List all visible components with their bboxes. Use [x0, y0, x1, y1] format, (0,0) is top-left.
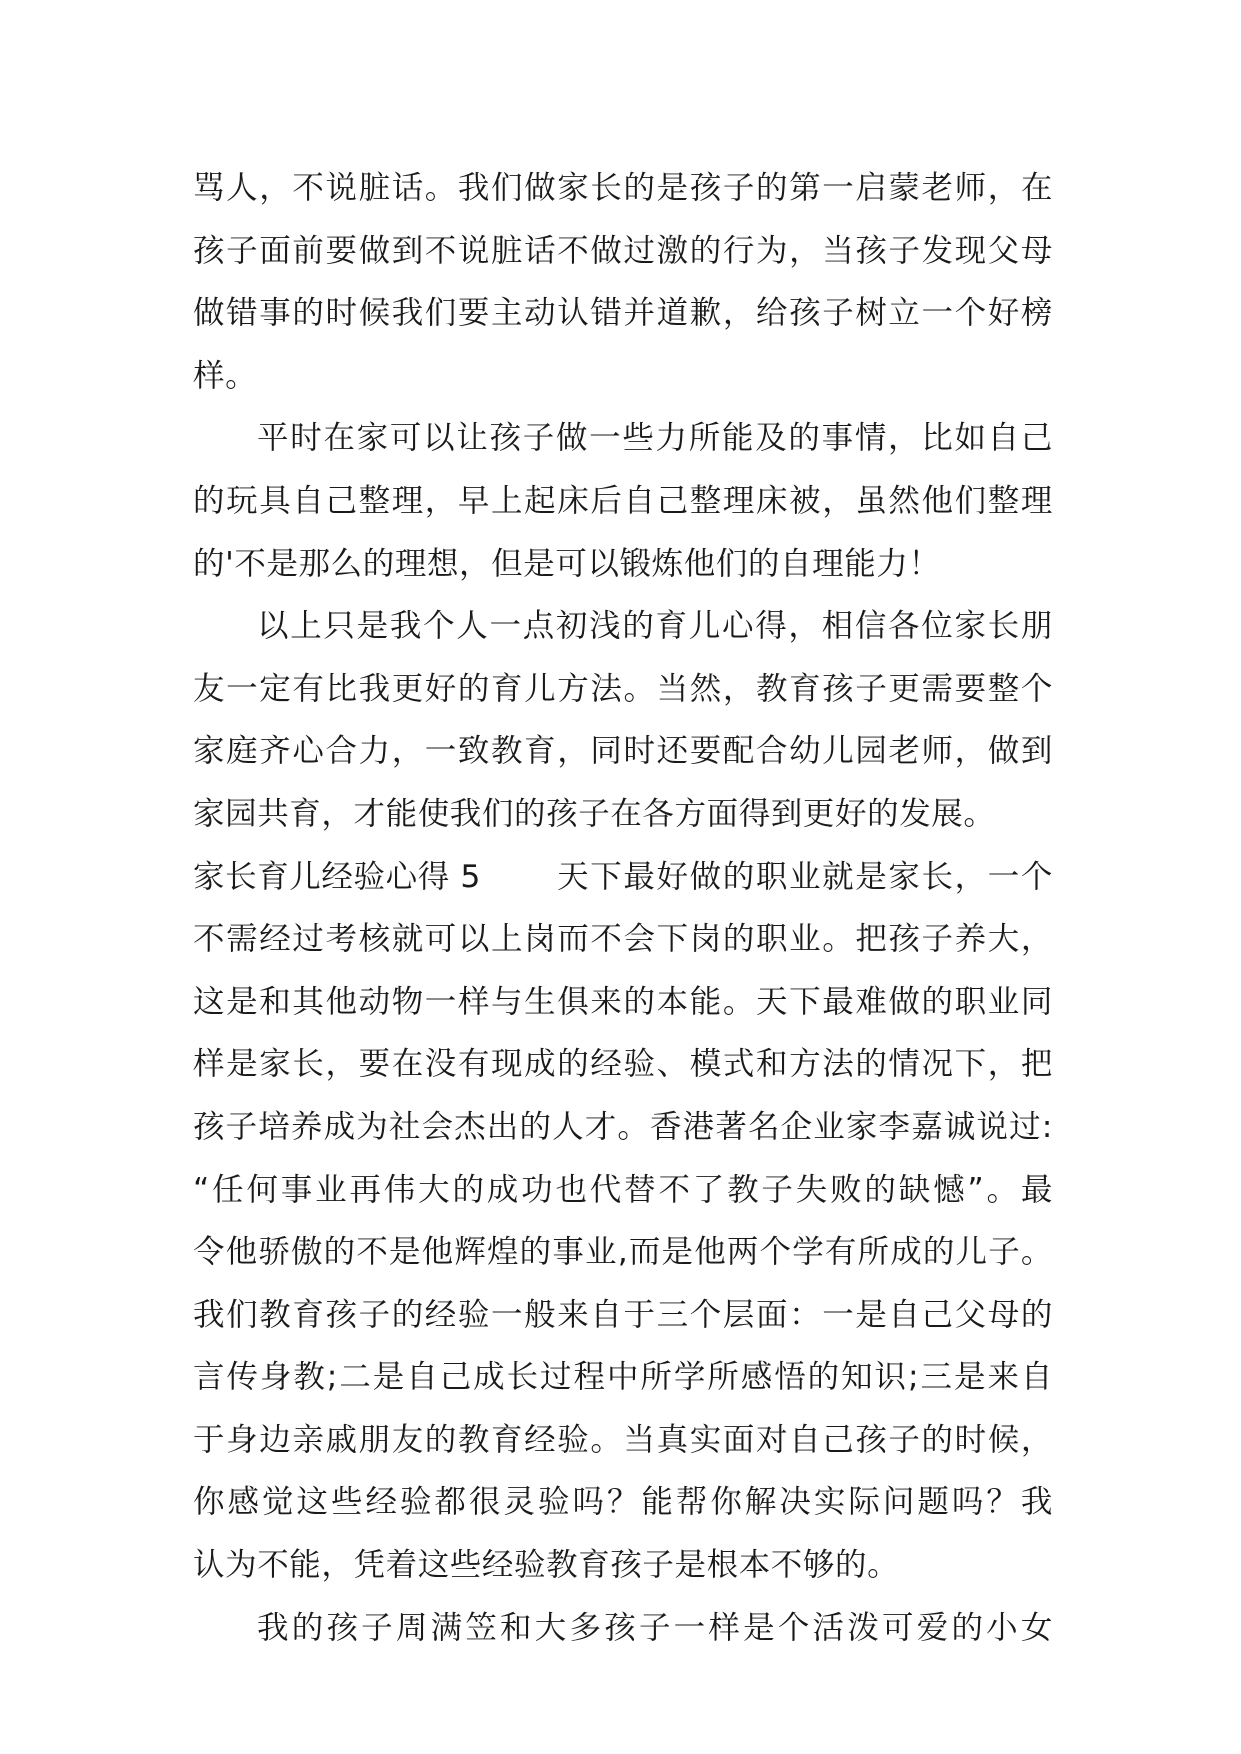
text-line: 你感觉这些经验都很灵验吗？能帮你解决实际问题吗？我: [193, 1484, 1053, 1521]
text-line: 言传身教;二是自己成长过程中所学所感悟的知识;三是来自: [193, 1359, 1053, 1396]
section-heading: 家长育儿经验心得 5: [193, 858, 482, 895]
paragraph: [193, 1597, 1053, 1660]
paragraph: [193, 595, 1053, 845]
document-body: [193, 157, 1053, 1659]
text-line: 不需经过考核就可以上岗而不会下岗的职业。把孩子养大，: [193, 921, 1053, 958]
text-line: 的玩具自己整理，早上起床后自己整理床被，虽然他们整理: [193, 482, 1053, 519]
text-line: 骂人，不说脏话。我们做家长的是孩子的第一启蒙老师，在: [193, 170, 1053, 206]
text-line: 家庭齐心合力，一致教育，同时还要配合幼儿园老师，做到: [193, 733, 1053, 770]
text-line: 平时在家可以让孩子做一些力所能及的事情，比如自己: [257, 420, 1053, 457]
text-line: 认为不能，凭着这些经验教育孩子是根本不够的。: [193, 1547, 900, 1584]
text-line: 我们教育孩子的经验一般来自于三个层面：一是自己父母的: [193, 1296, 1053, 1333]
text-line: 家园共育，才能使我们的孩子在各方面得到更好的发展。: [193, 795, 996, 832]
heading-line: [193, 846, 1053, 909]
text-line: 的'不是那么的理想，但是可以锻炼他们的自理能力！: [193, 545, 941, 582]
text-line: 天下最好做的职业就是家长，一个: [557, 858, 1053, 895]
text-line: 样。: [193, 357, 258, 394]
text-line: 样是家长，要在没有现成的经验、模式和方法的情况下，把: [193, 1046, 1053, 1083]
text-line: 孩子面前要做到不说脏话不做过激的行为，当孩子发现父母: [193, 232, 1053, 269]
text-line: 令他骄傲的不是他辉煌的事业,而是他两个学有所成的儿子。: [193, 1234, 1053, 1271]
text-line: “任何事业再伟大的成功也代替不了教子失败的缺憾”。最: [193, 1171, 1053, 1208]
text-line: 友一定有比我更好的育儿方法。当然，教育孩子更需要整个: [193, 670, 1053, 707]
text-line: 我的孩子周满笠和大多孩子一样是个活泼可爱的小女: [257, 1609, 1053, 1646]
paragraph: [193, 157, 1053, 407]
text-line: 这是和其他动物一样与生俱来的本能。天下最难做的职业同: [193, 983, 1053, 1020]
text-line: 做错事的时候我们要主动认错并道歉，给孩子树立一个好榜: [193, 295, 1053, 332]
text-line: 孩子培养成为社会杰出的人才。香港著名企业家李嘉诚说过:: [193, 1108, 1053, 1145]
text-line: 于身边亲戚朋友的教育经验。当真实面对自己孩子的时候，: [193, 1421, 1053, 1458]
paragraph: [193, 407, 1053, 595]
paragraph: [193, 846, 1053, 1597]
text-line: 以上只是我个人一点初浅的育儿心得，相信各位家长朋: [257, 608, 1053, 645]
